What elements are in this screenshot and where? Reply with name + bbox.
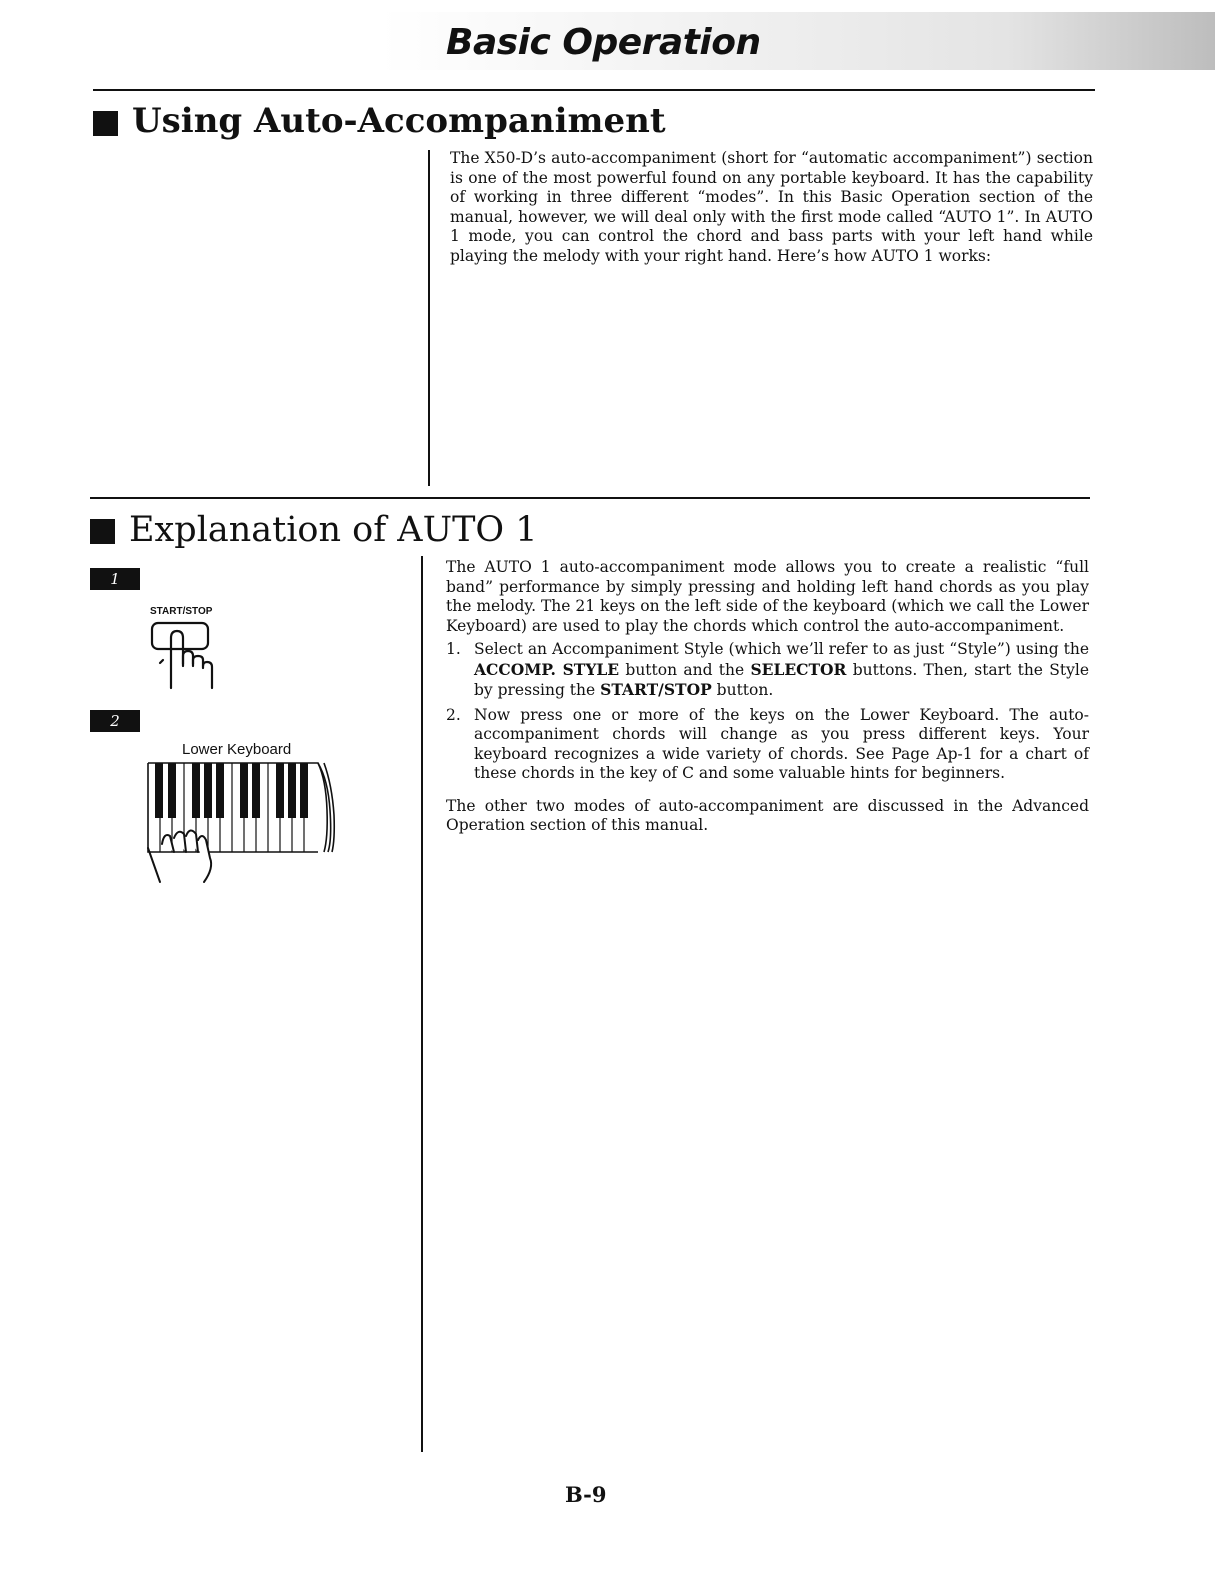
section2-intro: The AUTO 1 auto-accompaniment mode allows you to create a realistic “full band” performance by simply pressing and holding left hand chords as you play the melody. The 21 keys on the left side of the keyboard (which we call the Lower Keyboard) are used to play the chords which control the auto-accompaniment.: [446, 558, 1089, 635]
column-divider-2: [421, 556, 423, 1452]
running-head: Basic Operation: [446, 22, 761, 63]
hand-on-keyboard-icon: [140, 760, 340, 885]
finger-pressing-button-icon: [145, 618, 220, 693]
section1-body: [450, 149, 1093, 266]
square-bullet-icon: [93, 111, 118, 136]
section-rule: [90, 497, 1090, 499]
steps-list: [446, 640, 1089, 784]
start-stop-term: START/STOP: [600, 680, 712, 699]
section-title-explanation-of-auto-1: Explanation of AUTO 1: [90, 510, 538, 550]
selector-term: SELECTOR: [750, 659, 847, 679]
page-number: B-9: [565, 1482, 607, 1507]
step-item-2: 2. Now press one or more of the keys on the Lower Keyboard. The auto-accompaniment chords will change as you press different keys. Your keyboard recognizes a wide variety of chords. See Page Ap-1 for a chart of these chords in the key of C and some valuable hints for beginners.: [446, 705, 1089, 782]
step-badge-2: 2: [90, 710, 140, 732]
accomp-style-term: ACCOMP. STYLE: [474, 659, 620, 679]
header-rule: [93, 89, 1095, 91]
step-item-1: 1. Select an Accompaniment Style (which we’ll refer to as just “Style”) using the ACCOMP. STYLE button and the SELECTOR buttons. Then, start the Style by pressing the START/STOP button.: [446, 640, 1089, 699]
lower-keyboard-label: Lower Keyboard: [182, 741, 292, 758]
start-stop-label: START/STOP: [150, 606, 213, 617]
step-badge-1: 1: [90, 568, 140, 590]
section1-paragraph: The X50-D’s auto-accompaniment (short for “automatic accompaniment”) section is one of the most powerful found on any portable keyboard. It has the capability of working in three different “modes”. In this Basic Operation section of the manual, however, we will deal only with the first mode called “AUTO 1”. In AUTO 1 mode, you can control the chord and bass parts with your left hand while playing the melody with your right hand. Here’s how AUTO 1 works:: [450, 149, 1093, 265]
section-title-using-auto-accompaniment: Using Auto-Accompaniment: [93, 101, 666, 141]
square-bullet-icon: [90, 519, 115, 544]
section2-closing: The other two modes of auto-accompaniment are discussed in the Advanced Operation section of this manual.: [446, 796, 1089, 834]
column-divider-1: [428, 150, 430, 486]
section2-body: [446, 558, 1089, 836]
